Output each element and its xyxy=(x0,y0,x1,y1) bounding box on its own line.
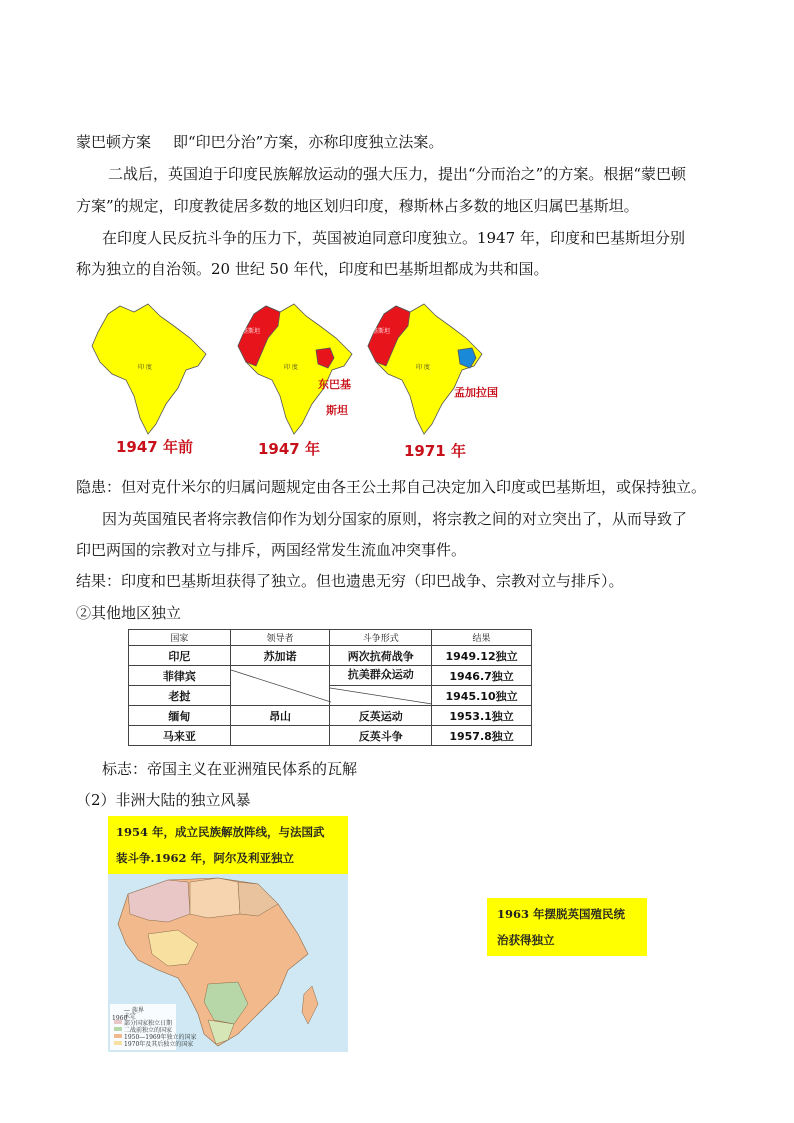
cell-country: 印尼 xyxy=(129,646,231,666)
para3-line1: 在印度人民反抗斗争的压力下，英国被迫同意印度独立。1947 年，印度和巴基斯坦分别 xyxy=(102,229,685,247)
cell-form: 抗美群众运动 xyxy=(330,666,432,686)
cell-result: 1945.10独立 xyxy=(432,686,532,706)
map2-label-east-pakistan-2: 斯坦 xyxy=(326,404,348,417)
legend-4: 部分国家独立日期 xyxy=(124,1020,173,1027)
map2-year: 1947 年 xyxy=(258,440,320,458)
para2-line2: 方案”的规定，印度教徒居多数的地区划归印度，穆斯林占多数的地区归属巴基斯坦。 xyxy=(76,197,639,215)
note-1963-line2: 治获得独立 xyxy=(497,933,555,947)
term-mountbatten: 蒙巴顿方案 xyxy=(76,133,152,151)
legend-3: 1960 xyxy=(112,1015,128,1022)
note-1963-line1: 1963 年摆脱英国殖民统 xyxy=(497,907,626,921)
table-row xyxy=(129,666,532,686)
note-algeria xyxy=(108,816,348,874)
para-hidden-danger: 隐患：但对克什米尔的归属问题规定由各王公土邦自己决定加入印度或巴基斯坦，或保持独立。 xyxy=(76,478,707,496)
para5-line2: 印巴两国的宗教对立与排斥，两国经常发生流血冲突事件。 xyxy=(76,541,467,559)
cell-leader: 苏加诺 xyxy=(230,646,330,666)
header-leader: 领导者 xyxy=(230,630,330,646)
term-definition: 即“印巴分治”方案，亦称印度独立法案。 xyxy=(173,133,444,151)
map2-label-east-pakistan-1: 东巴基 xyxy=(318,378,351,391)
cell-leader: 昂山 xyxy=(230,706,330,726)
header-form: 斗争形式 xyxy=(330,630,432,646)
section-other-regions: ②其他地区独立 xyxy=(76,604,182,622)
legend-7: 1970年及其后独立的国家 xyxy=(124,1041,194,1048)
diagonal-line xyxy=(330,686,432,706)
cell-leader xyxy=(230,726,330,746)
note-1963 xyxy=(487,898,647,956)
map3-year: 1971 年 xyxy=(404,442,466,460)
map-india-before-1947 xyxy=(86,296,216,436)
map-india-1971 xyxy=(362,296,492,436)
independence-table xyxy=(128,629,532,746)
cell-result: 1957.8独立 xyxy=(432,726,532,746)
map1-label-india: 印 度 xyxy=(138,364,152,371)
legend-5: 二战前独立的国家 xyxy=(124,1027,173,1034)
header-country: 国家 xyxy=(129,630,231,646)
cell-form: 反英斗争 xyxy=(330,726,432,746)
table-header-row xyxy=(129,630,532,646)
cell-country: 老挝 xyxy=(129,686,231,706)
legend-1: — 族界 xyxy=(124,1007,144,1014)
definition-line xyxy=(76,131,443,153)
para3-line2: 称为独立的自治领。20 世纪 50 年代，印度和巴基斯坦都成为共和国。 xyxy=(76,260,549,278)
legend-6: 1950—1969年独立的国家 xyxy=(124,1034,197,1041)
cell-form: 反英运动 xyxy=(330,706,432,726)
note-algeria-line1: 1954 年，成立民族解放阵线，与法国武 xyxy=(116,825,325,839)
note-algeria-line2: 装斗争.1962 年，阿尔及利亚独立 xyxy=(116,851,295,865)
section-africa: （2）非洲大陆的独立风暴 xyxy=(76,791,251,809)
cell-result: 1953.1独立 xyxy=(432,706,532,726)
table-row xyxy=(129,646,532,666)
table-row xyxy=(129,726,532,746)
map2-label-india: 印 度 xyxy=(284,364,298,371)
para5-line1: 因为英国殖民者将宗教信仰作为划分国家的原则，将宗教之间的对立突出了，从而导致了 xyxy=(102,510,688,528)
cell-result: 1949.12独立 xyxy=(432,646,532,666)
cell-leader-empty xyxy=(230,666,330,706)
para2-line1: 二战后，英国迫于印度民族解放运动的强大压力，提出“分而治之”的方案。根据“蒙巴顿 xyxy=(108,165,687,183)
header-result: 结果 xyxy=(432,630,532,646)
cell-country: 马来亚 xyxy=(129,726,231,746)
cell-result: 1946.7独立 xyxy=(432,666,532,686)
legend-2: 未定 xyxy=(124,1013,137,1020)
table-row xyxy=(129,706,532,726)
table-row xyxy=(129,686,532,706)
cell-country: 菲律宾 xyxy=(129,666,231,686)
cell-form: 两次抗荷战争 xyxy=(330,646,432,666)
map3-label-india: 印 度 xyxy=(416,364,430,371)
diagonal-line xyxy=(231,666,331,706)
map3-label-bangladesh: 孟加拉国 xyxy=(454,386,498,399)
africa-map xyxy=(108,874,348,1052)
map2-label-pakistan: 巴基斯坦 xyxy=(236,328,261,335)
cell-form-empty xyxy=(330,686,432,706)
para-result: 结果：印度和巴基斯坦获得了独立。但也遗患无穷（印巴战争、宗教对立与排斥）。 xyxy=(76,572,624,590)
map3-label-pakistan: 巴基斯坦 xyxy=(366,328,391,335)
sign-line: 标志：帝国主义在亚洲殖民体系的瓦解 xyxy=(102,760,358,778)
cell-country: 缅甸 xyxy=(129,706,231,726)
map1-year: 1947 年前 xyxy=(116,438,193,456)
